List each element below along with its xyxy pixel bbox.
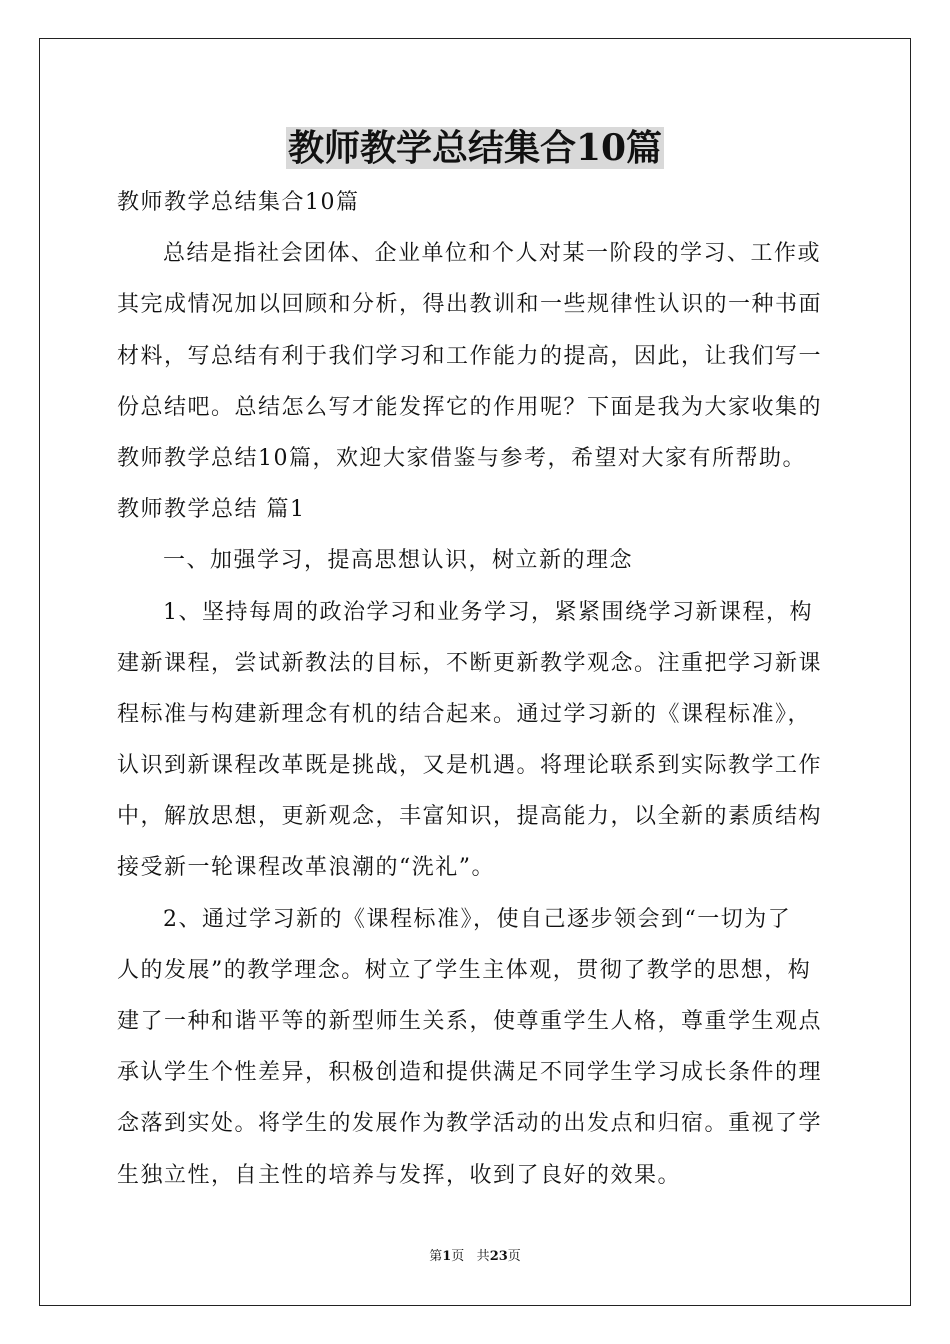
footer-page-suffix: 页 [451,1249,465,1264]
body-line: 材料，写总结有利于我们学习和工作能力的提高，因此，让我们写一 [117,343,823,369]
document-title-text: 教师教学总结集合10篇 [287,127,663,169]
body-line: 总结是指社会团体、企业单位和个人对某一阶段的学习、工作或 [163,241,822,267]
footer-total-pages: 23 [489,1249,508,1264]
document-body [117,177,833,1201]
page-footer [0,1248,950,1266]
body-line: 建了一种和谐平等的新型师生关系，使尊重学生人格，尊重学生观点 [117,1009,823,1034]
footer-total-prefix: 共 [476,1249,490,1264]
body-line: 认识到新课程改革既是挑战，又是机遇。将理论联系到实际教学工作 [117,753,823,779]
body-line: 1、坚持每周的政治学习和业务学习，紧紧围绕学习新课程，构 [163,599,813,625]
body-line: 承认学生个性差异，积极创造和提供满足不同学生学习成长条件的理 [117,1060,823,1086]
document-title [0,122,950,174]
body-line: 生独立性，自主性的培养与发挥，收到了良好的效果。 [117,1162,682,1188]
body-line: 教师教学总结集合10篇 [117,190,360,215]
footer-page-prefix: 第 [429,1249,443,1264]
body-line: 份总结吧。总结怎么写才能发挥它的作用呢？下面是我为大家收集的 [117,394,823,420]
body-line: 2、通过学习新的《课程标准》，使自己逐步领会到“一切为了 [163,906,792,932]
body-line: 接受新一轮课程改革浪潮的“洗礼”。 [117,855,495,881]
body-line: 教师教学总结10篇，欢迎大家借鉴与参考，希望对大家有所帮助。 [117,445,806,471]
body-line: 其完成情况加以回顾和分析，得出教训和一些规律性认识的一种书面 [117,292,823,318]
footer-page-number: 1 [442,1249,452,1264]
body-line: 人的发展”的教学理念。树立了学生主体观，贯彻了教学的思想，构 [117,957,812,983]
body-line: 一、加强学习，提高思想认识，树立新的理念 [163,548,634,574]
body-line: 程标准与构建新理念有机的结合起来。通过学习新的《课程标准》， [117,701,812,727]
footer-total-suffix: 页 [507,1249,521,1264]
body-line: 中，解放思想，更新观念，丰富知识，提高能力，以全新的素质结构 [117,804,823,830]
body-line: 念落到实处。将学生的发展作为教学活动的出发点和归宿。重视了学 [117,1111,823,1137]
body-line: 建新课程，尝试新教法的目标，不断更新教学观念。注重把学习新课 [117,650,823,676]
section-heading: 教师教学总结 篇1 [117,497,306,523]
